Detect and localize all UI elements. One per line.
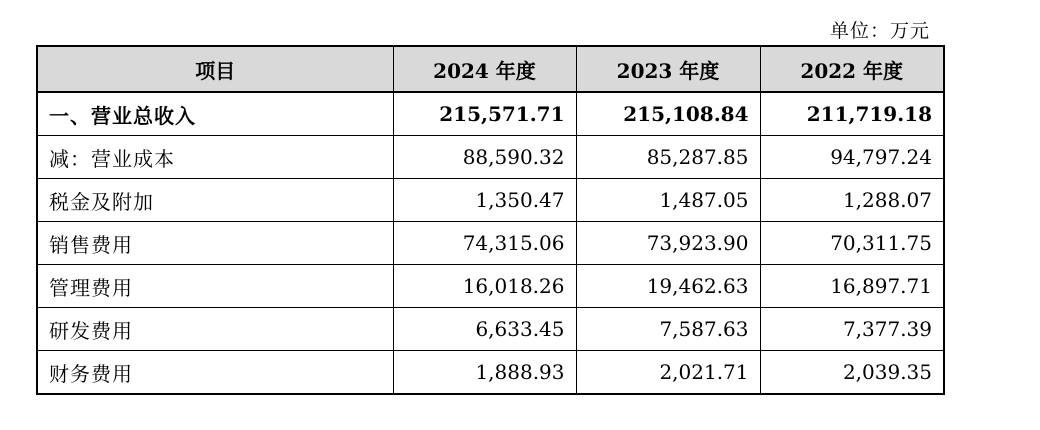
value-2023: 73,923.90 <box>576 222 760 265</box>
value-2024: 74,315.06 <box>393 222 576 265</box>
table-row-financial-expenses <box>37 351 944 395</box>
value-2024: 215,571.71 <box>393 92 576 136</box>
unit-label: 单位：万元 <box>829 20 930 42</box>
value-2022: 16,897.71 <box>760 265 944 308</box>
value-2023: 7,587.63 <box>576 308 760 351</box>
row-label: 减：营业成本 <box>37 136 393 179</box>
table-row-taxes-surcharges <box>37 179 944 222</box>
table-header-row <box>37 46 944 92</box>
row-label: 研发费用 <box>37 308 393 351</box>
table-row-rd-expenses <box>37 308 944 351</box>
value-2023: 215,108.84 <box>576 92 760 136</box>
value-2024: 16,018.26 <box>393 265 576 308</box>
value-2022: 7,377.39 <box>760 308 944 351</box>
value-2023: 85,287.85 <box>576 136 760 179</box>
value-2023: 19,462.63 <box>576 265 760 308</box>
row-label: 销售费用 <box>37 222 393 265</box>
header-2024: 2024 年度 <box>393 46 576 92</box>
value-2022: 94,797.24 <box>760 136 944 179</box>
value-2023: 1,487.05 <box>576 179 760 222</box>
value-2023: 2,021.71 <box>576 351 760 395</box>
income-statement-table <box>36 45 945 395</box>
value-2024: 88,590.32 <box>393 136 576 179</box>
row-label: 一、营业总收入 <box>37 92 393 136</box>
value-2024: 6,633.45 <box>393 308 576 351</box>
header-2023: 2023 年度 <box>576 46 760 92</box>
row-label: 税金及附加 <box>37 179 393 222</box>
header-item: 项目 <box>37 46 393 92</box>
table-row-selling-expenses <box>37 222 944 265</box>
value-2022: 2,039.35 <box>760 351 944 395</box>
value-2024: 1,888.93 <box>393 351 576 395</box>
value-2022: 1,288.07 <box>760 179 944 222</box>
value-2022: 211,719.18 <box>760 92 944 136</box>
header-2022: 2022 年度 <box>760 46 944 92</box>
table-row-operating-cost <box>37 136 944 179</box>
row-label: 财务费用 <box>37 351 393 395</box>
value-2024: 1,350.47 <box>393 179 576 222</box>
value-2022: 70,311.75 <box>760 222 944 265</box>
table-row-admin-expenses <box>37 265 944 308</box>
row-label: 管理费用 <box>37 265 393 308</box>
table-row-total-revenue <box>37 92 944 136</box>
